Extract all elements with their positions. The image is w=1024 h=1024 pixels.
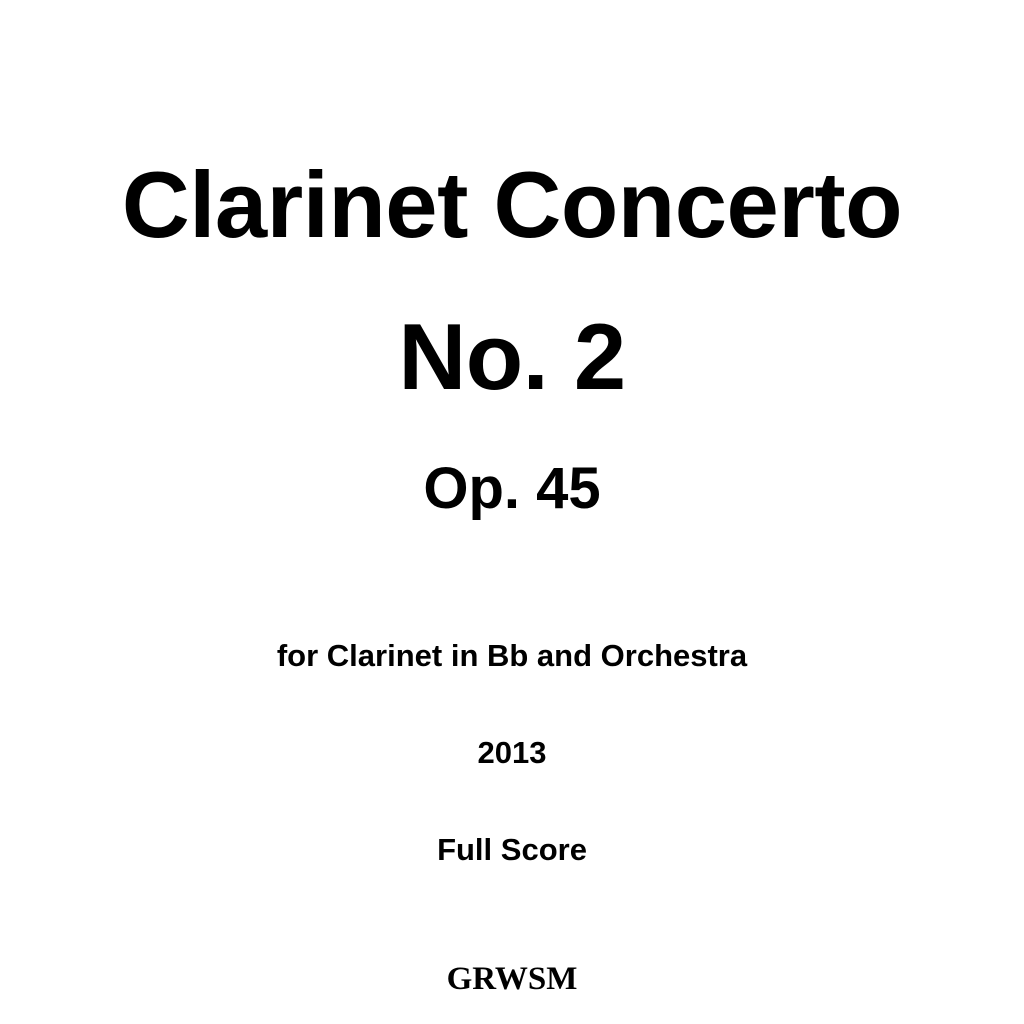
publisher-name: GRWSM (446, 961, 578, 997)
instrumentation-line: for Clarinet in Bb and Orchestra (276, 638, 748, 673)
score-type-label: Full Score (437, 832, 587, 867)
opus-number: Op. 45 (423, 456, 601, 521)
work-title-line-1: Clarinet Concerto (121, 152, 903, 257)
work-title-line-2: No. 2 (398, 304, 626, 409)
composition-year: 2013 (477, 735, 547, 770)
